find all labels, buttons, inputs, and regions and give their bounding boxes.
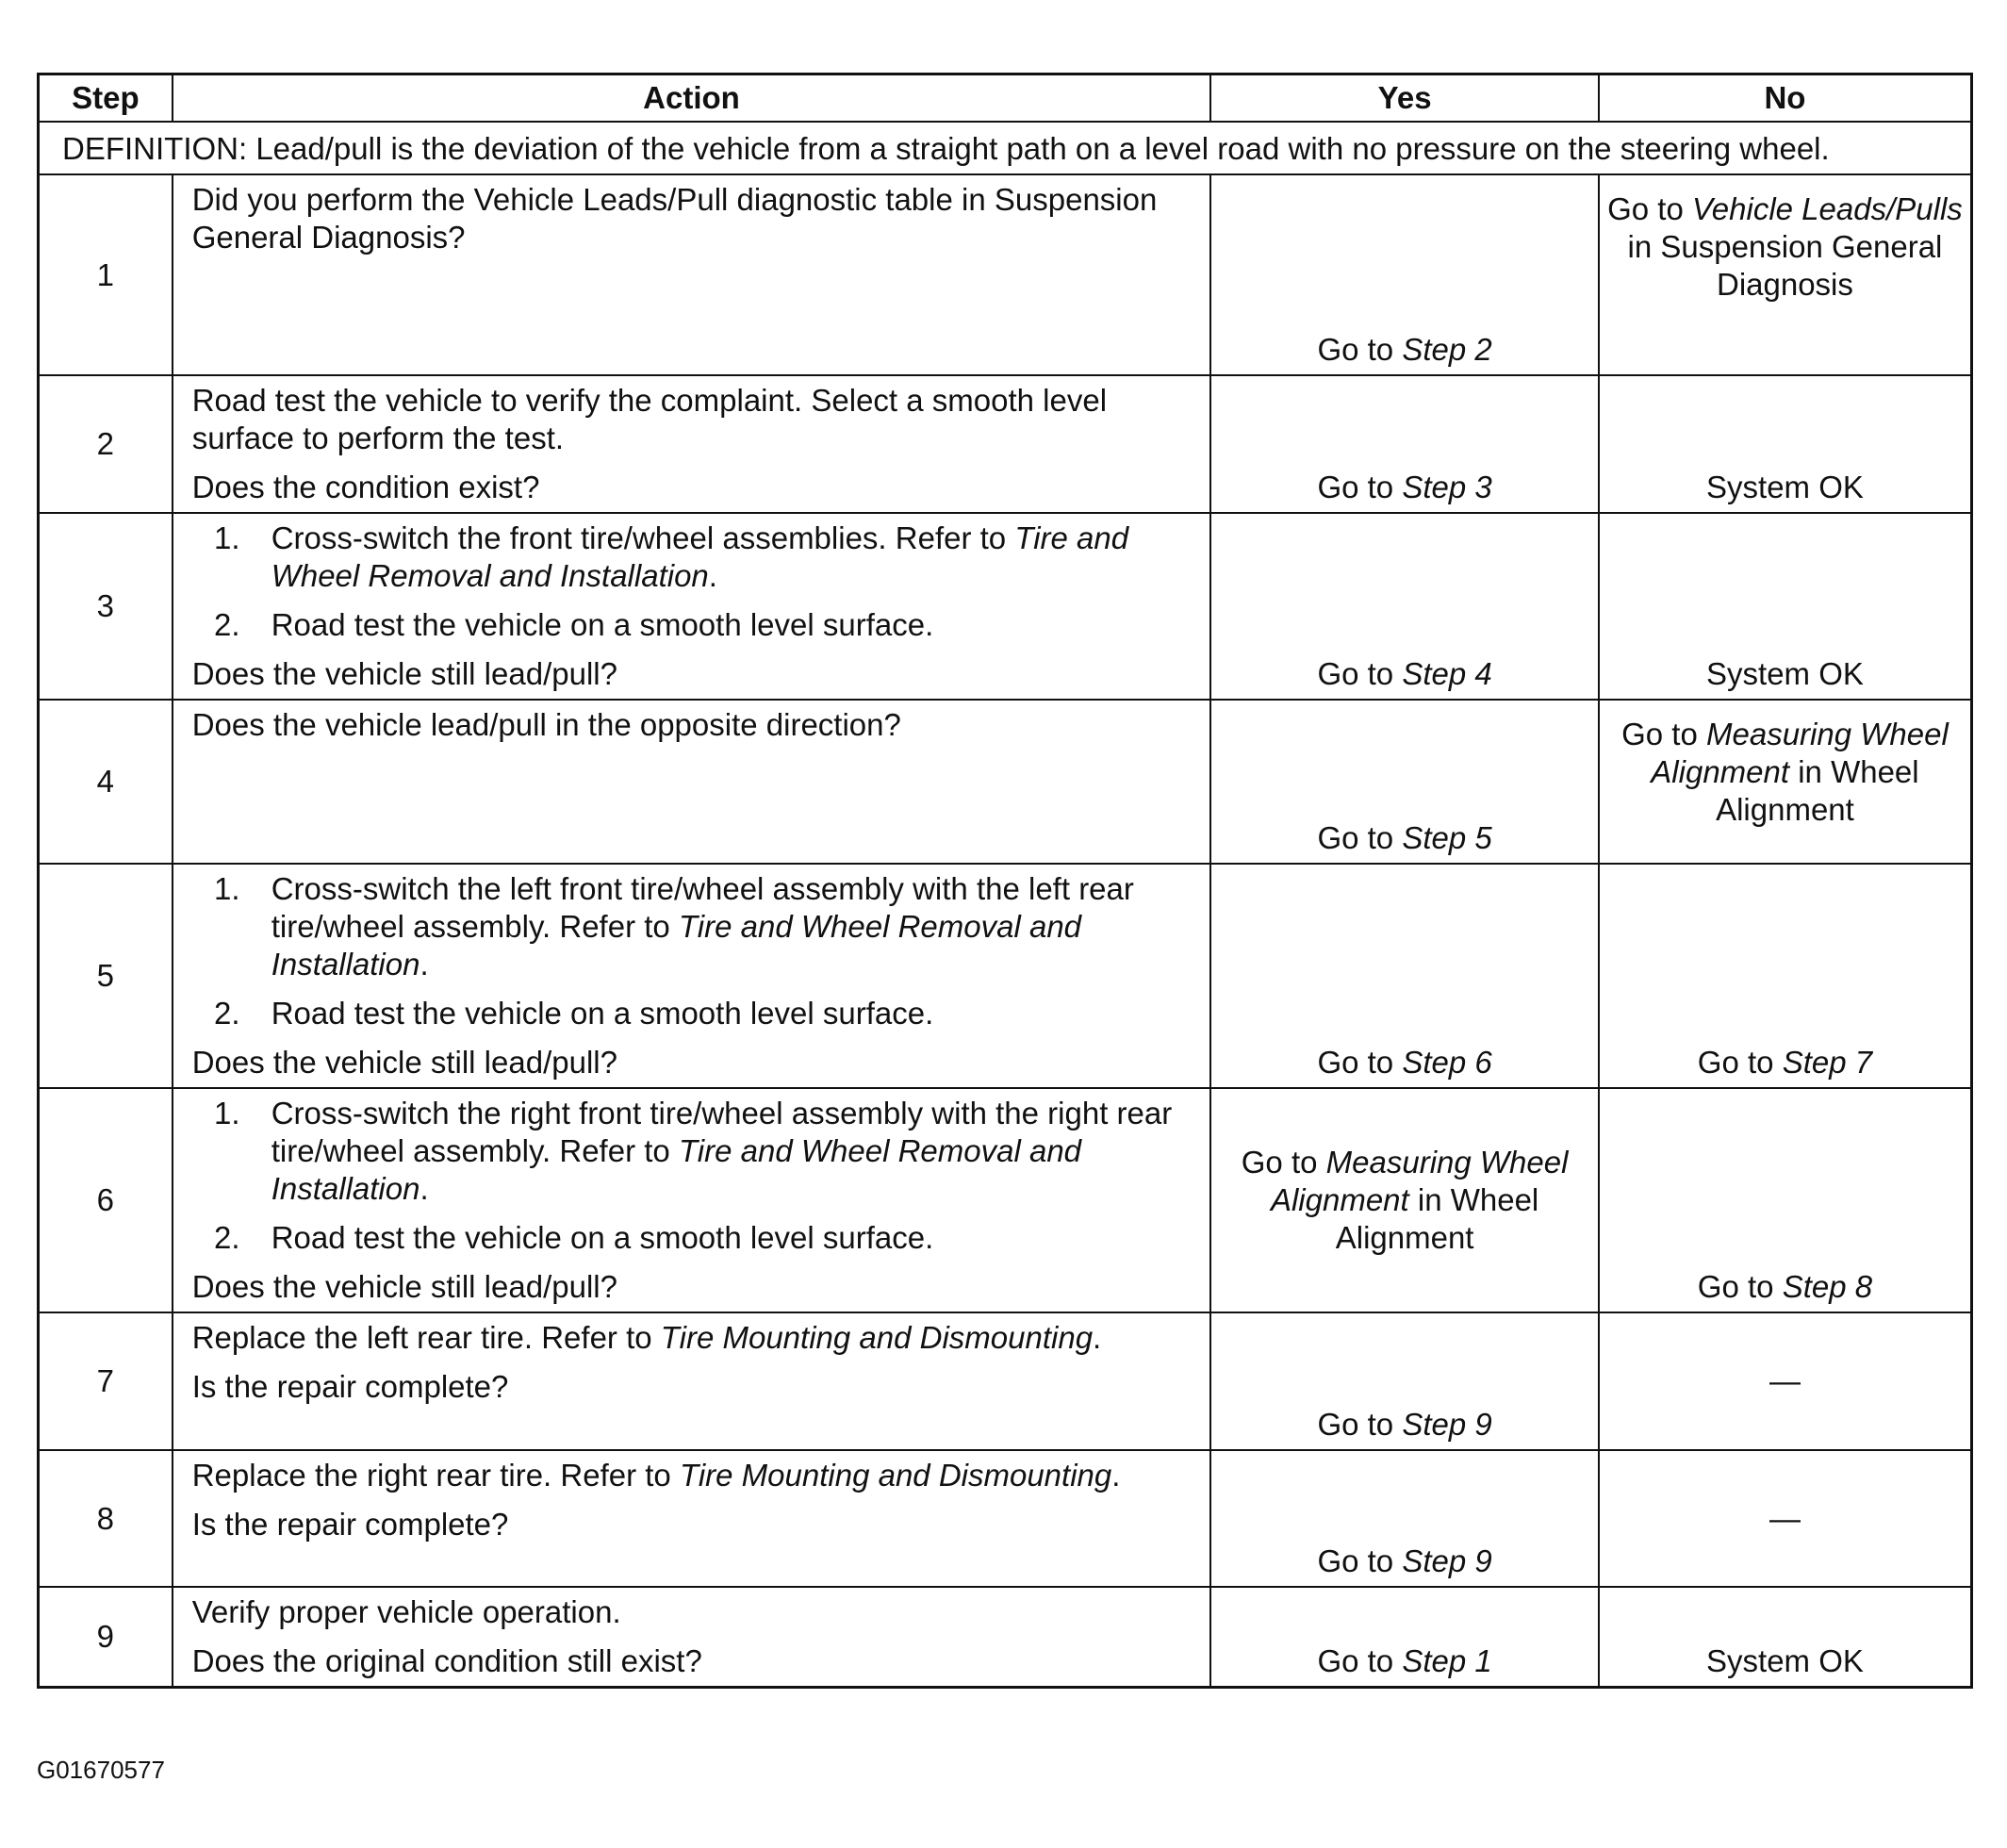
yes-cell <box>1210 1587 1599 1688</box>
table-row <box>39 700 1972 864</box>
step-number: 8 <box>39 1450 173 1587</box>
yes-answer-text: Go to <box>1317 1543 1403 1578</box>
no-answer-suffix: in Wheel Alignment <box>1716 754 1919 827</box>
yes-answer-2 <box>1211 469 1598 506</box>
action-text: Verify proper vehicle operation. <box>191 1594 621 1629</box>
action-question: Does the original condition still exist? <box>191 1643 702 1678</box>
no-cell <box>1599 1312 1972 1450</box>
yes-answer-8 <box>1211 1543 1598 1580</box>
action-cell <box>173 174 1211 375</box>
list-item-text: Road test the vehicle on a smooth level surface. <box>271 1220 934 1255</box>
no-answer-4 <box>1600 701 1970 829</box>
no-cell <box>1599 375 1972 513</box>
no-cell <box>1599 1587 1972 1688</box>
action-question: Does the vehicle still lead/pull? <box>191 1045 617 1080</box>
yes-cell <box>1210 1450 1599 1587</box>
no-answer-text: — <box>1768 1500 1801 1536</box>
figure-id: G01670577 <box>37 1756 165 1784</box>
yes-answer-reference: Step 3 <box>1402 470 1492 504</box>
yes-answer-1 <box>1211 331 1598 369</box>
header-no: No <box>1599 74 1972 123</box>
yes-cell <box>1210 513 1599 700</box>
action-text: Does the vehicle lead/pull in the opposite direction? <box>191 707 901 742</box>
no-answer-text: Go to <box>1607 191 1692 226</box>
table-row <box>39 864 1972 1088</box>
no-answer-2 <box>1600 469 1970 506</box>
action-question: Does the vehicle still lead/pull? <box>191 656 617 691</box>
header-yes: Yes <box>1210 74 1599 123</box>
no-answer-1 <box>1600 175 1970 304</box>
action-text <box>192 1457 1197 1494</box>
action-text <box>192 1319 1197 1357</box>
yes-answer-reference: Step 6 <box>1402 1045 1492 1080</box>
table-row <box>39 174 1972 375</box>
action-steps-list <box>192 870 1197 1032</box>
table-row <box>39 1088 1972 1312</box>
yes-answer-text: Go to <box>1241 1145 1326 1180</box>
no-answer-3 <box>1600 655 1970 693</box>
no-cell <box>1599 700 1972 864</box>
step-number: 1 <box>39 174 173 375</box>
yes-cell <box>1210 375 1599 513</box>
no-answer-reference: Measuring Wheel Alignment <box>1651 717 1949 789</box>
yes-answer-suffix: in Wheel Alignment <box>1335 1182 1539 1255</box>
yes-answer-reference: Step 4 <box>1402 656 1492 691</box>
table-row <box>39 375 1972 513</box>
no-answer-text: System OK <box>1706 1643 1864 1678</box>
list-item-text: Cross-switch the right front tire/wheel assembly with the right rear tire/wheel assembly. Refer to <box>271 1096 1173 1168</box>
yes-answer-7 <box>1211 1406 1598 1444</box>
list-item-text: Road test the vehicle on a smooth level surface. <box>271 996 934 1031</box>
action-text: Road test the vehicle to verify the complaint. Select a smooth level surface to perform the test. <box>191 383 1108 455</box>
yes-answer-text: Go to <box>1317 332 1403 367</box>
action-text: Did you perform the Vehicle Leads/Pull diagnostic table in Suspension General Diagnosis? <box>191 182 1158 255</box>
action-reference: Tire Mounting and Dismounting <box>679 1458 1112 1493</box>
step-number: 2 <box>39 375 173 513</box>
step-number: 5 <box>39 864 173 1088</box>
action-cell <box>173 1587 1211 1688</box>
no-answer-reference: Step 7 <box>1782 1045 1873 1080</box>
yes-answer-6 <box>1211 1144 1598 1257</box>
action-text-segment: Replace the right rear tire. Refer to <box>191 1458 680 1493</box>
action-question: Is the repair complete? <box>191 1507 509 1542</box>
yes-cell <box>1210 700 1599 864</box>
list-item <box>249 870 1197 983</box>
action-cell <box>173 700 1211 864</box>
yes-answer-reference: Step 5 <box>1402 820 1492 855</box>
yes-answer-4 <box>1211 819 1598 857</box>
yes-cell <box>1210 174 1599 375</box>
list-item-suffix: . <box>708 558 717 593</box>
action-question: Does the vehicle still lead/pull? <box>191 1269 617 1304</box>
table-row <box>39 1450 1972 1587</box>
action-cell <box>173 1312 1211 1450</box>
yes-answer-text: Go to <box>1317 820 1403 855</box>
list-item-reference: Tire and Wheel Removal and Installation <box>271 520 1129 593</box>
no-answer-suffix: in Suspension General Diagnosis <box>1627 229 1943 302</box>
header-step: Step <box>39 74 173 123</box>
yes-answer-reference: Step 1 <box>1402 1643 1492 1678</box>
yes-answer-9 <box>1211 1642 1598 1680</box>
action-cell <box>173 513 1211 700</box>
no-cell <box>1599 1450 1972 1587</box>
action-text-segment: . <box>1093 1320 1102 1355</box>
header-row <box>39 74 1972 123</box>
no-answer-text: System OK <box>1706 470 1864 504</box>
no-cell <box>1599 864 1972 1088</box>
list-item <box>249 995 1197 1032</box>
no-answer-8 <box>1600 1500 1970 1538</box>
yes-cell <box>1210 1312 1599 1450</box>
list-item <box>249 520 1197 595</box>
no-cell <box>1599 513 1972 700</box>
yes-answer-3 <box>1211 655 1598 693</box>
diagnostic-table <box>37 73 1973 1689</box>
list-item <box>249 1095 1197 1208</box>
yes-answer-text: Go to <box>1317 1407 1403 1442</box>
no-answer-text: System OK <box>1706 656 1864 691</box>
action-text-segment: Replace the left rear tire. Refer to <box>191 1320 661 1355</box>
no-answer-text: — <box>1768 1363 1801 1398</box>
list-item <box>249 606 1197 644</box>
step-number: 7 <box>39 1312 173 1450</box>
list-item-reference: Tire and Wheel Removal and Installation <box>271 1133 1082 1206</box>
action-question: Does the condition exist? <box>191 470 540 504</box>
no-answer-text: Go to <box>1697 1045 1783 1080</box>
yes-answer-text: Go to <box>1317 1643 1403 1678</box>
step-number: 6 <box>39 1088 173 1312</box>
yes-answer-reference: Step 2 <box>1402 332 1492 367</box>
action-reference: Tire Mounting and Dismounting <box>660 1320 1094 1355</box>
yes-cell <box>1210 1088 1599 1312</box>
table-row <box>39 1312 1972 1450</box>
yes-answer-5 <box>1211 1044 1598 1081</box>
yes-answer-text: Go to <box>1317 656 1403 691</box>
definition-text: DEFINITION: Lead/pull is the deviation of the vehicle from a straight path on a level road with no pressure on the steering wheel. <box>39 122 1972 174</box>
table-row <box>39 513 1972 700</box>
list-item-text: Cross-switch the left front tire/wheel assembly with the left rear tire/wheel assembly. Refer to <box>271 871 1134 944</box>
no-cell <box>1599 1088 1972 1312</box>
yes-answer-text: Go to <box>1317 470 1403 504</box>
no-answer-5 <box>1600 1044 1970 1081</box>
no-answer-7 <box>1600 1362 1970 1400</box>
yes-answer-reference: Step 9 <box>1402 1407 1492 1442</box>
no-answer-9 <box>1600 1642 1970 1680</box>
no-cell <box>1599 174 1972 375</box>
action-steps-list <box>192 1095 1197 1257</box>
header-action: Action <box>173 74 1211 123</box>
action-steps-list <box>192 520 1197 644</box>
list-item-reference: Tire and Wheel Removal and Installation <box>271 909 1082 982</box>
yes-answer-reference: Measuring Wheel Alignment <box>1270 1145 1569 1217</box>
no-answer-reference: Vehicle Leads/Pulls <box>1692 191 1963 226</box>
action-question: Is the repair complete? <box>191 1369 509 1404</box>
definition-row <box>39 122 1972 174</box>
list-item <box>249 1219 1197 1257</box>
action-cell <box>173 375 1211 513</box>
table-row <box>39 1587 1972 1688</box>
action-cell <box>173 864 1211 1088</box>
step-number: 9 <box>39 1587 173 1688</box>
no-answer-reference: Step 8 <box>1782 1269 1873 1304</box>
step-number: 4 <box>39 700 173 864</box>
list-item-text: Cross-switch the front tire/wheel assemblies. Refer to <box>271 520 1015 555</box>
list-item-suffix: . <box>419 1171 429 1206</box>
no-answer-text: Go to <box>1621 717 1706 751</box>
step-number: 3 <box>39 513 173 700</box>
no-answer-6 <box>1600 1268 1970 1306</box>
list-item-text: Road test the vehicle on a smooth level surface. <box>271 607 934 642</box>
list-item-suffix: . <box>419 947 429 982</box>
action-text-segment: . <box>1111 1458 1121 1493</box>
yes-answer-text: Go to <box>1317 1045 1403 1080</box>
yes-cell <box>1210 864 1599 1088</box>
action-cell <box>173 1450 1211 1587</box>
no-answer-text: Go to <box>1697 1269 1783 1304</box>
action-cell <box>173 1088 1211 1312</box>
yes-answer-reference: Step 9 <box>1402 1543 1492 1578</box>
